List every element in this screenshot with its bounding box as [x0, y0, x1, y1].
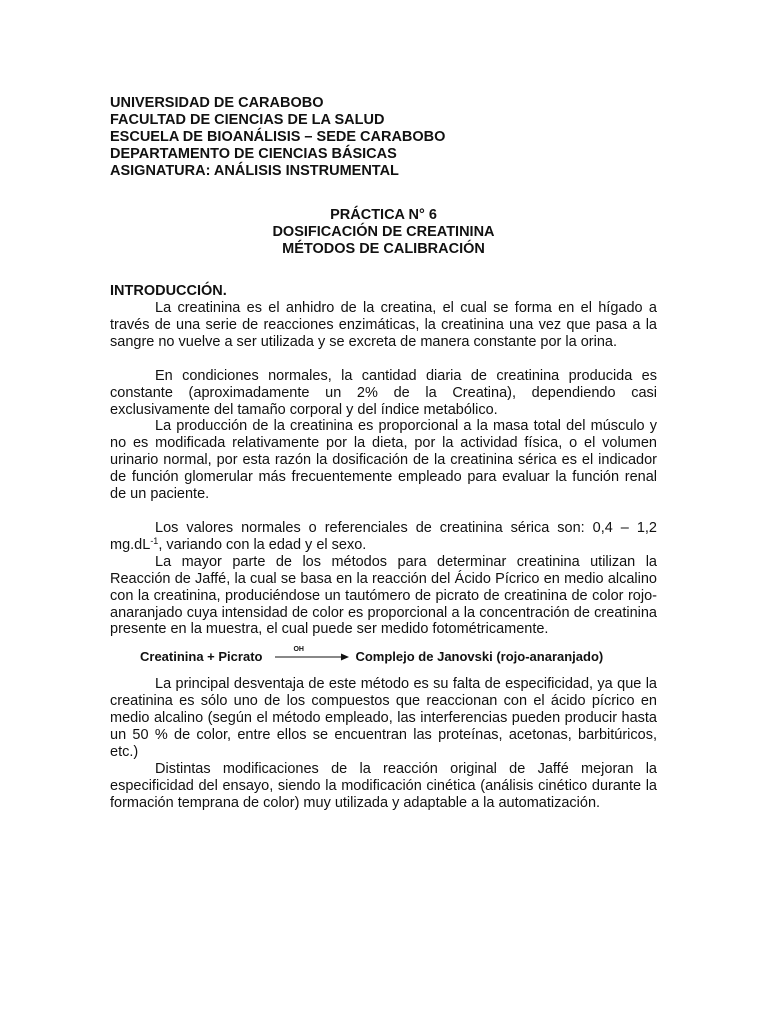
- paragraph-4: [110, 520, 657, 554]
- paragraph-7: Distintas modificaciones de la reacción original de Jaffé mejoran la especificidad del ensayo, siendo la modificación cinética (análisis cinético durante la formación temprana de color) muy utilizada y adaptable a la automatización.: [110, 760, 657, 811]
- spacer: [110, 503, 657, 520]
- practice-number: PRÁCTICA N° 6: [330, 207, 437, 223]
- paragraph-1: La creatinina es el anhidro de la creatina, el cual se forma en el hígado a través de una serie de reacciones enzimáticas, la creatinina una vez que pasa a la sangre no vuelve a ser utilizada y se excreta de manera constante por la orina.: [110, 300, 657, 350]
- reaction-equation: [140, 648, 657, 665]
- condition-label: OH: [293, 646, 304, 654]
- document-page: [110, 95, 657, 812]
- introduction-heading: INTRODUCCIÓN.: [110, 283, 227, 299]
- spacer: [110, 351, 657, 368]
- university-name: UNIVERSIDAD DE CARABOBO: [110, 95, 324, 111]
- institution-header: [110, 95, 657, 180]
- practice-methods: MÉTODOS DE CALIBRACIÓN: [282, 241, 485, 257]
- practice-subject: DOSIFICACIÓN DE CREATININA: [272, 224, 495, 240]
- reaction-arrow: [275, 648, 349, 665]
- department-name: DEPARTAMENTO DE CIENCIAS BÁSICAS: [110, 146, 397, 162]
- normal-values-text: Los valores normales o referenciales de creatinina sérica son: 0,4 – 1,2 mg.dL: [110, 519, 657, 553]
- paragraph-2: En condiciones normales, la cantidad diaria de creatinina producida es constante (aproximadamente un 2% de la Creatina), dependiendo casi exclusivamente del tamaño corporal y del índice metabólico.: [110, 367, 657, 418]
- paragraph-3: La producción de la creatinina es proporcional a la masa total del músculo y no es modificada relativamente por la dieta, por la actividad física, o el volumen urinario normal, por esta razón la dosificación de la creatinina sérica es el indicador de función glomerular más frecuentemente empleado para evaluar la función renal de un paciente.: [110, 418, 657, 503]
- normal-values-tail: , variando con la edad y el sexo.: [158, 536, 367, 553]
- paragraph-6: La principal desventaja de este método es su falta de especificidad, ya que la creatinina es sólo uno de los compuestos que reaccionan con el ácido pícrico en medio alcalino (según el método empleado, las interferencias pueden producir hasta un 50 % de color, entre ellos se encuentran las proteínas, acetonas, barbitúricos, etc.): [110, 676, 657, 760]
- unit-exponent: -1: [150, 535, 159, 546]
- school-name: ESCUELA DE BIOANÁLISIS – SEDE CARABOBO: [110, 129, 446, 145]
- course-name: ASIGNATURA: ANÁLISIS INSTRUMENTAL: [110, 163, 399, 179]
- product: Complejo de Janovski (rojo-anaranjado): [355, 649, 604, 665]
- faculty-name: FACULTAD DE CIENCIAS DE LA SALUD: [110, 112, 385, 128]
- paragraph-5: La mayor parte de los métodos para determinar creatinina utilizan la Reacción de Jaffé, la cual se basa en la reacción del Ácido Pícrico en medio alcalino con la creatinina, produciéndose un tautómero de picrato de creatinina de color rojo-anaranjado cuya intensidad de color es proporcional a la concentración de creatinina presente en la muestra, el cual puede ser medido fotométricamente.: [110, 553, 657, 638]
- document-title: [110, 207, 657, 258]
- arrow-icon: [275, 653, 349, 661]
- reactants: Creatinina + Picrato: [140, 649, 263, 665]
